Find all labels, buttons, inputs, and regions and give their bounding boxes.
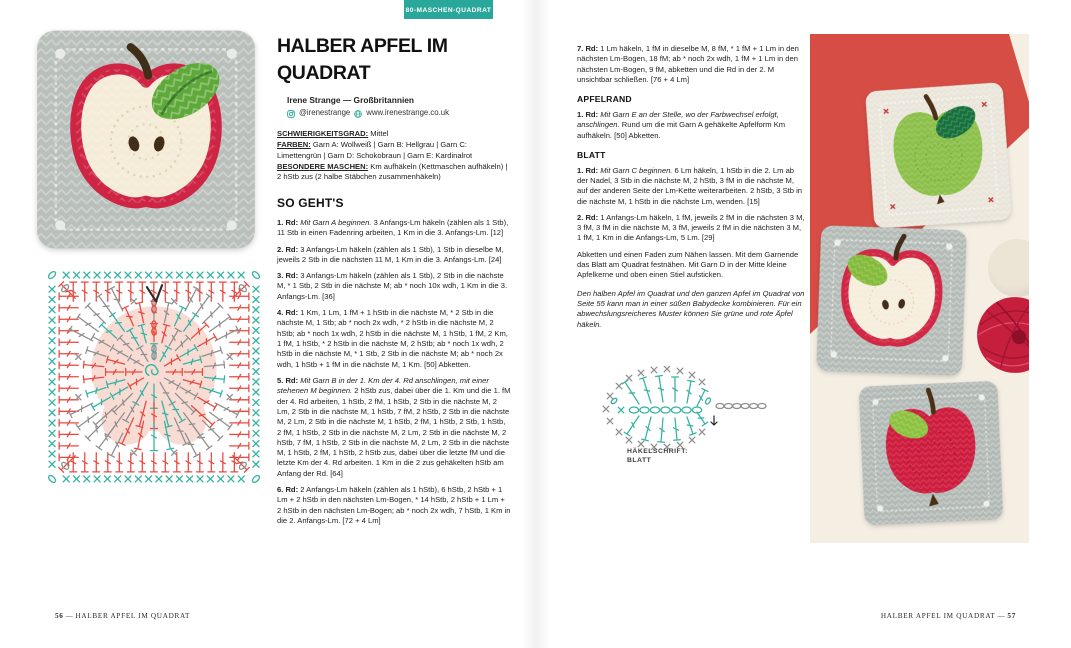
- haekelschrift-label: [627, 448, 688, 466]
- footer-separator: —: [997, 612, 1006, 620]
- instruction-step-1: [277, 218, 511, 239]
- article-column-right: [577, 44, 806, 330]
- difficulty-line: [277, 129, 511, 139]
- article-column-left: [277, 33, 511, 532]
- leaf-chart-diagram: [600, 366, 772, 450]
- step-lead: Mit Garn B in der 1. Km der 4. Rd anschlingen, mit einer stehenen M beginnen.: [277, 375, 489, 396]
- step-label: 2. Rd:: [277, 244, 299, 254]
- difficulty-value: Mittel: [370, 129, 389, 139]
- page-number-left: 56: [55, 612, 64, 620]
- globe-icon: [354, 110, 362, 118]
- colors-line: [277, 140, 511, 161]
- photo-half-apple-square-small: [815, 223, 967, 377]
- step-label: 7. Rd:: [577, 44, 599, 53]
- square-chart-diagram: [45, 268, 263, 486]
- step-text: 1 Km, 1 Lm, 1 fM + 1 hStb in die nächste M, * 2 Stb in die nächste M, 1 Stb; ab * noch 2x wdh, * 2 hStb in die nächste M, 2 hStb; ab * noch 1x wdh, 2 hStb in die nächste M, 1 hStb, 1 fM, 2 Km, 1 fM, 1 hStb, * 2 hStb in die nächste M, 2 hStb; ab * noch 1x wdh, 2 hStb in die nächste M, * 1 Stb, 2 Stb in die nächste M; ab * noch 2x wdh, 1 hStb + 1 fM in die nächste M, 1 Km. [50] Abketten.: [277, 308, 508, 369]
- step-text: 1 Anfangs-Lm häkeln, 1 fM, jeweils 2 fM in die nächsten 3 M, 3 fM, 3 fM in die nächste M, 3 fM, jeweils 2 fM in die nächsten 3 M, 1 fM, 1 Km in die Anfangs-Lm, 5 Lm. [29]: [577, 212, 805, 243]
- footer-right: [881, 612, 1016, 620]
- page-gutter: [521, 0, 551, 648]
- step-lead: Mit Garn C beginnen.: [600, 165, 673, 175]
- step-text: 3 Anfangs-Lm häkeln (zählen als 1 Stb), 1 Stb in dieselbe M, jeweils 2 Stb in die nächsten 11 M, 1 Km in die 3. Anfangs-Lm. [24]: [277, 244, 504, 264]
- crochet-chart-leaf: [600, 366, 772, 450]
- step-label: 6. Rd:: [277, 485, 299, 495]
- heading-apfelrand: APFELRAND: [577, 94, 632, 105]
- step-label: 5. Rd:: [277, 375, 299, 385]
- colors-label: FARBEN:: [277, 140, 311, 150]
- blatt-step-1: [577, 166, 806, 207]
- difficulty-label: SCHWIERIGKEITSGRAD:: [277, 129, 369, 139]
- instagram-handle: @irenestrange: [299, 108, 351, 118]
- step-text: Rund um die mit Garn A gehäkelte Apfelform Km aufhäkeln. [50] Abketten.: [577, 120, 786, 140]
- step-lead: Mit Garn E an der Stelle, wo der Farbwechsel erfolgt, anschlingen.: [577, 109, 779, 130]
- footer-title-left: HALBER APFEL IM QUADRAT: [75, 612, 191, 620]
- apfelrand-step-1: [577, 110, 806, 141]
- heading-so-gehts: SO GEHT'S: [277, 195, 344, 210]
- finishing-note: Abketten und einen Faden zum Nähen lassen. Mit dem Garnende das Blatt am Quadrat festnähen. Mit Garn D in der Mitte kleine Apfelkerne und oben einen Stiel aufsticken.: [577, 249, 799, 280]
- colors-value: Garn A: Wollweiß | Garn B: Hellgrau | Garn C: Limettengrün | Garn D: Schokobraun | Garn E: Kardinalrot: [277, 140, 473, 160]
- heading-blatt: BLATT: [577, 149, 606, 160]
- page-title: HALBER APFEL IM QUADRAT: [277, 35, 448, 84]
- step-label: 1. Rd:: [277, 217, 299, 227]
- instruction-step-3: [277, 271, 511, 302]
- photo-apple-squares-composition: [810, 34, 1029, 543]
- photo-half-apple-granny-square: [36, 29, 256, 250]
- haekelschrift-label-line1: HÄKELSCHRIFT:: [627, 448, 688, 455]
- step-text: 3 Anfangs-Lm häkeln (zählen als 1 Stb), 11 Stb in einen Fadenring arbeiten, 1 Km in die 3. Anfangs-Lm. [12]: [277, 217, 509, 238]
- blatt-step-2: [577, 213, 806, 244]
- page-number-right: 57: [1007, 612, 1016, 620]
- red-yarn-ball: [974, 294, 1029, 376]
- instagram-icon: [287, 110, 295, 118]
- step-label: 1. Rd:: [577, 165, 599, 175]
- special-stitches-line: [277, 162, 511, 183]
- step-text: 2 Anfangs-Lm häkeln (zählen als 1 hStb), 6 hStb, 2 hStb + 1 Lm + 2 hStb in den nächsten Lm-Bogen, * 14 hStb, 2 hStb + 1 Lm + 2 hStb in den nächsten Lm-Bogen; ab * noch 2x wdh, 7 hStb, 1 Km in die 2. Anfangs-Lm. [72 + 4 Lm]: [277, 485, 511, 526]
- footer-separator: —: [65, 612, 74, 620]
- instruction-step-4: [277, 308, 511, 370]
- special-stitches-value: Km aufhäkeln (Kettmaschen aufhäkeln) | 2 hStb zus (2 halbe Stäbchen zusammenhäkeln): [277, 161, 508, 182]
- website-url: www.irenestrange.co.uk: [366, 108, 450, 118]
- step-label: 3. Rd:: [277, 271, 299, 281]
- photo-red-apple-square: [857, 380, 1005, 526]
- step-text: 1 Lm häkeln, 1 fM in dieselbe M, 8 fM, * 1 fM + 1 Lm in den nächsten Lm-Bogen, 18 fM; ab * noch 2x wdh, 1 fM + 1 Lm in den nächsten Lm-Bogen, 9 fM, abketten und die Rd in der 2. M unsichtbar schließen. [76 + 4 Lm]: [577, 44, 799, 84]
- haekelschrift-label-line2: BLATT: [627, 456, 652, 464]
- footer-title-right: HALBER APFEL IM QUADRAT: [880, 612, 996, 620]
- instruction-step-7: [577, 44, 806, 85]
- special-stitches-label: BESONDERE MASCHEN:: [277, 161, 369, 171]
- photo-green-apple-square: [861, 81, 1015, 230]
- instruction-step-5: [277, 376, 511, 479]
- step-text: 6 Lm häkeln, 1 hStb in die 2. Lm ab der Nadel, 3 Stb in die nächste M, 2 hStb, 3 fM in die nächste M, auf der anderen Seite der Lm-Kette weiterarbeiten. 2 hStb, 3 Stb in die nächste M, 1 hStb in die nächste Lm, wenden. [15]: [577, 165, 802, 206]
- step-label: 4. Rd:: [277, 308, 299, 318]
- pattern-meta: [277, 129, 511, 183]
- author-line: Irene Strange — Großbritannien: [287, 95, 415, 106]
- step-label: 2. Rd:: [577, 212, 599, 222]
- footer-left: [55, 612, 190, 620]
- step-text: 3 Anfangs-Lm häkeln (zählen als 1 Stb), 2 Stb in die nächste M, * 1 Stb, 2 Stb in die nächste M; ab * noch 10x wdh, 1 Km in die 3. Anfangs-Lm. [36]: [277, 271, 508, 301]
- step-text: 2 hStb zus, dabei über die 1. Km und die 1. fM der 4. Rd arbeiten, 1 hStb, 2 fM, 1 hStb, 2 Stb in die nächste M, 2 Lm, 2 Stb in die nächste M, 1 hStb, 7 fM, 2 hStb, 2 Stb in die nächste M, 2 Lm, 2 Stb in die nächste M, 1 hStb, 2 fM, 1 hStb, 2 Stb, 1 hStb, 2 fM, 1 hStb, 2 Stb in die nächste M, 2 Lm, 2 Stb in die nächste M, 2 hStb, 7 fM, 1 hStb, 2 Stb in die nächste M, 2 Lm, 2 Stb in die nächste M, 1 hStb, 2 fM, 1 hStb, 2 hStb zus, dabei über die letzte fM und die letzte Km der 4. Rd arbeiten. 1 Km in die 2 zus gehäkelten hStb am Anfang der Rd. [64]: [277, 386, 511, 478]
- author-social-line: [277, 108, 511, 119]
- half-apple-square-image: [36, 29, 256, 250]
- tip-note: Den halben Apfel im Quadrat und den ganzen Apfel im Quadrat von Seite 55 kann man in einer süßen Babydecke kombinieren. Für ein abwechslungsreicheres Muster können Sie grüne und rote Äpfel häkeln.: [577, 288, 805, 329]
- section-badge: 80-MASCHEN-QUADRAT: [404, 0, 493, 19]
- step-label: 1. Rd:: [577, 109, 599, 119]
- instruction-step-2: [277, 245, 511, 266]
- step-lead: Mit Garn A beginnen.: [300, 217, 372, 227]
- crochet-chart-square: [45, 268, 263, 486]
- instruction-step-6: [277, 485, 511, 526]
